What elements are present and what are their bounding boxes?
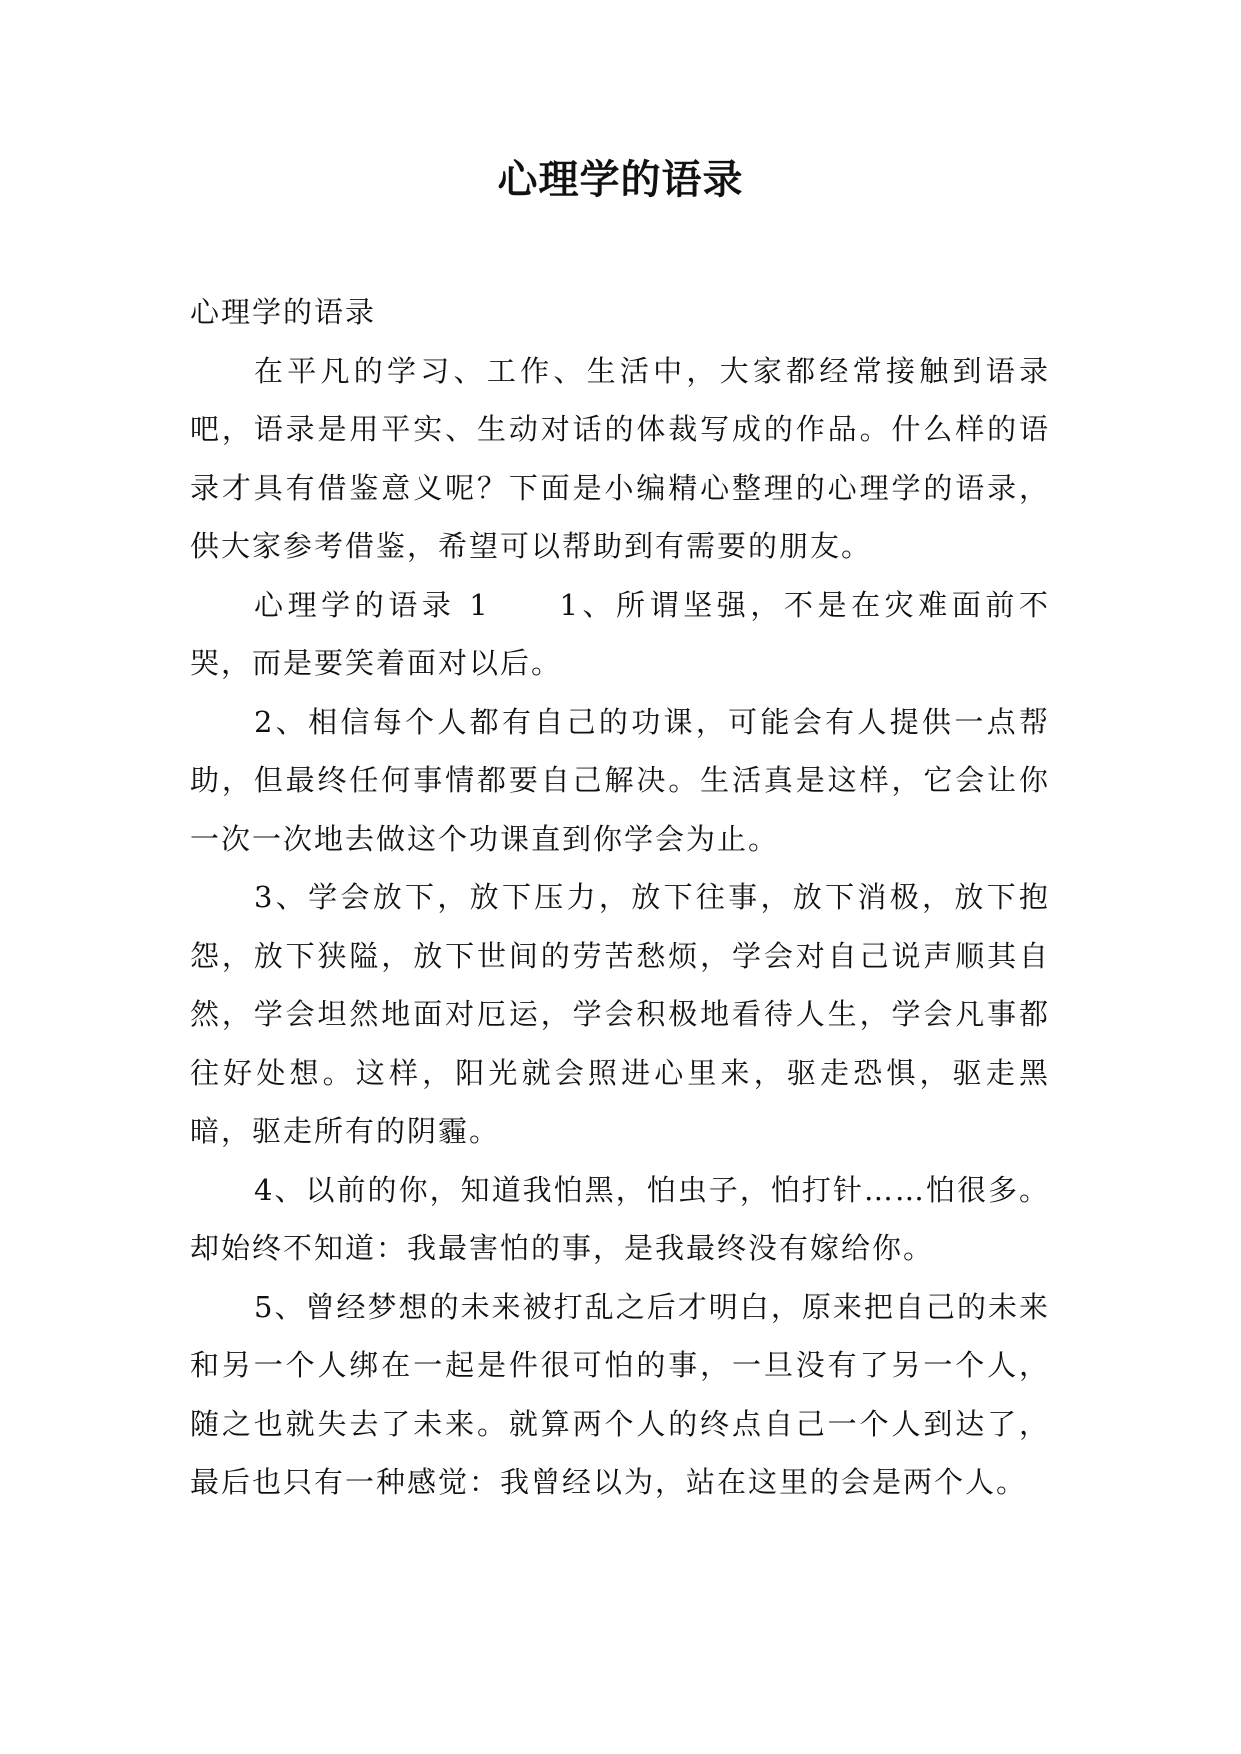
paragraph-quote-1: 心理学的语录 1 1、所谓坚强，不是在灾难面前不哭，而是要笑着面对以后。 bbox=[190, 587, 1050, 680]
document-title: 心理学的语录 bbox=[497, 156, 744, 203]
document-subheading: 心理学的语录 bbox=[190, 295, 377, 329]
paragraph-quote-4: 4、以前的你，知道我怕黑，怕虫子，怕打针……怕很多。却始终不知道：我最害怕的事，是我最终没有嫁给你。 bbox=[190, 1172, 1050, 1265]
paragraph-quote-3: 3、学会放下，放下压力，放下往事，放下消极，放下抱怨，放下狭隘，放下世间的劳苦愁烦，学会对自己说声顺其自然，学会坦然地面对厄运，学会积极地看待人生，学会凡事都往好处想。这样，阳光就会照进心里来，驱走恐惧，驱走黑暗，驱走所有的阴霾。 bbox=[190, 880, 1050, 1148]
paragraph-quote-5: 5、曾经梦想的未来被打乱之后才明白，原来把自己的未来和另一个人绑在一起是件很可怕的事，一旦没有了另一个人，随之也就失去了未来。就算两个人的终点自己一个人到达了，最后也只有一种感觉：我曾经以为，站在这里的会是两个人。 bbox=[190, 1289, 1050, 1499]
paragraph-quote-2: 2、相信每个人都有自己的功课，可能会有人提供一点帮助，但最终任何事情都要自己解决。生活真是这样，它会让你一次一次地去做这个功课直到你学会为止。 bbox=[190, 704, 1050, 856]
paragraph-intro: 在平凡的学习、工作、生活中，大家都经常接触到语录吧，语录是用平实、生动对话的体裁写成的作品。什么样的语录才具有借鉴意义呢？下面是小编精心整理的心理学的语录，供大家参考借鉴，希望可以帮助到有需要的朋友。 bbox=[190, 353, 1050, 563]
document-body bbox=[190, 283, 1050, 1512]
